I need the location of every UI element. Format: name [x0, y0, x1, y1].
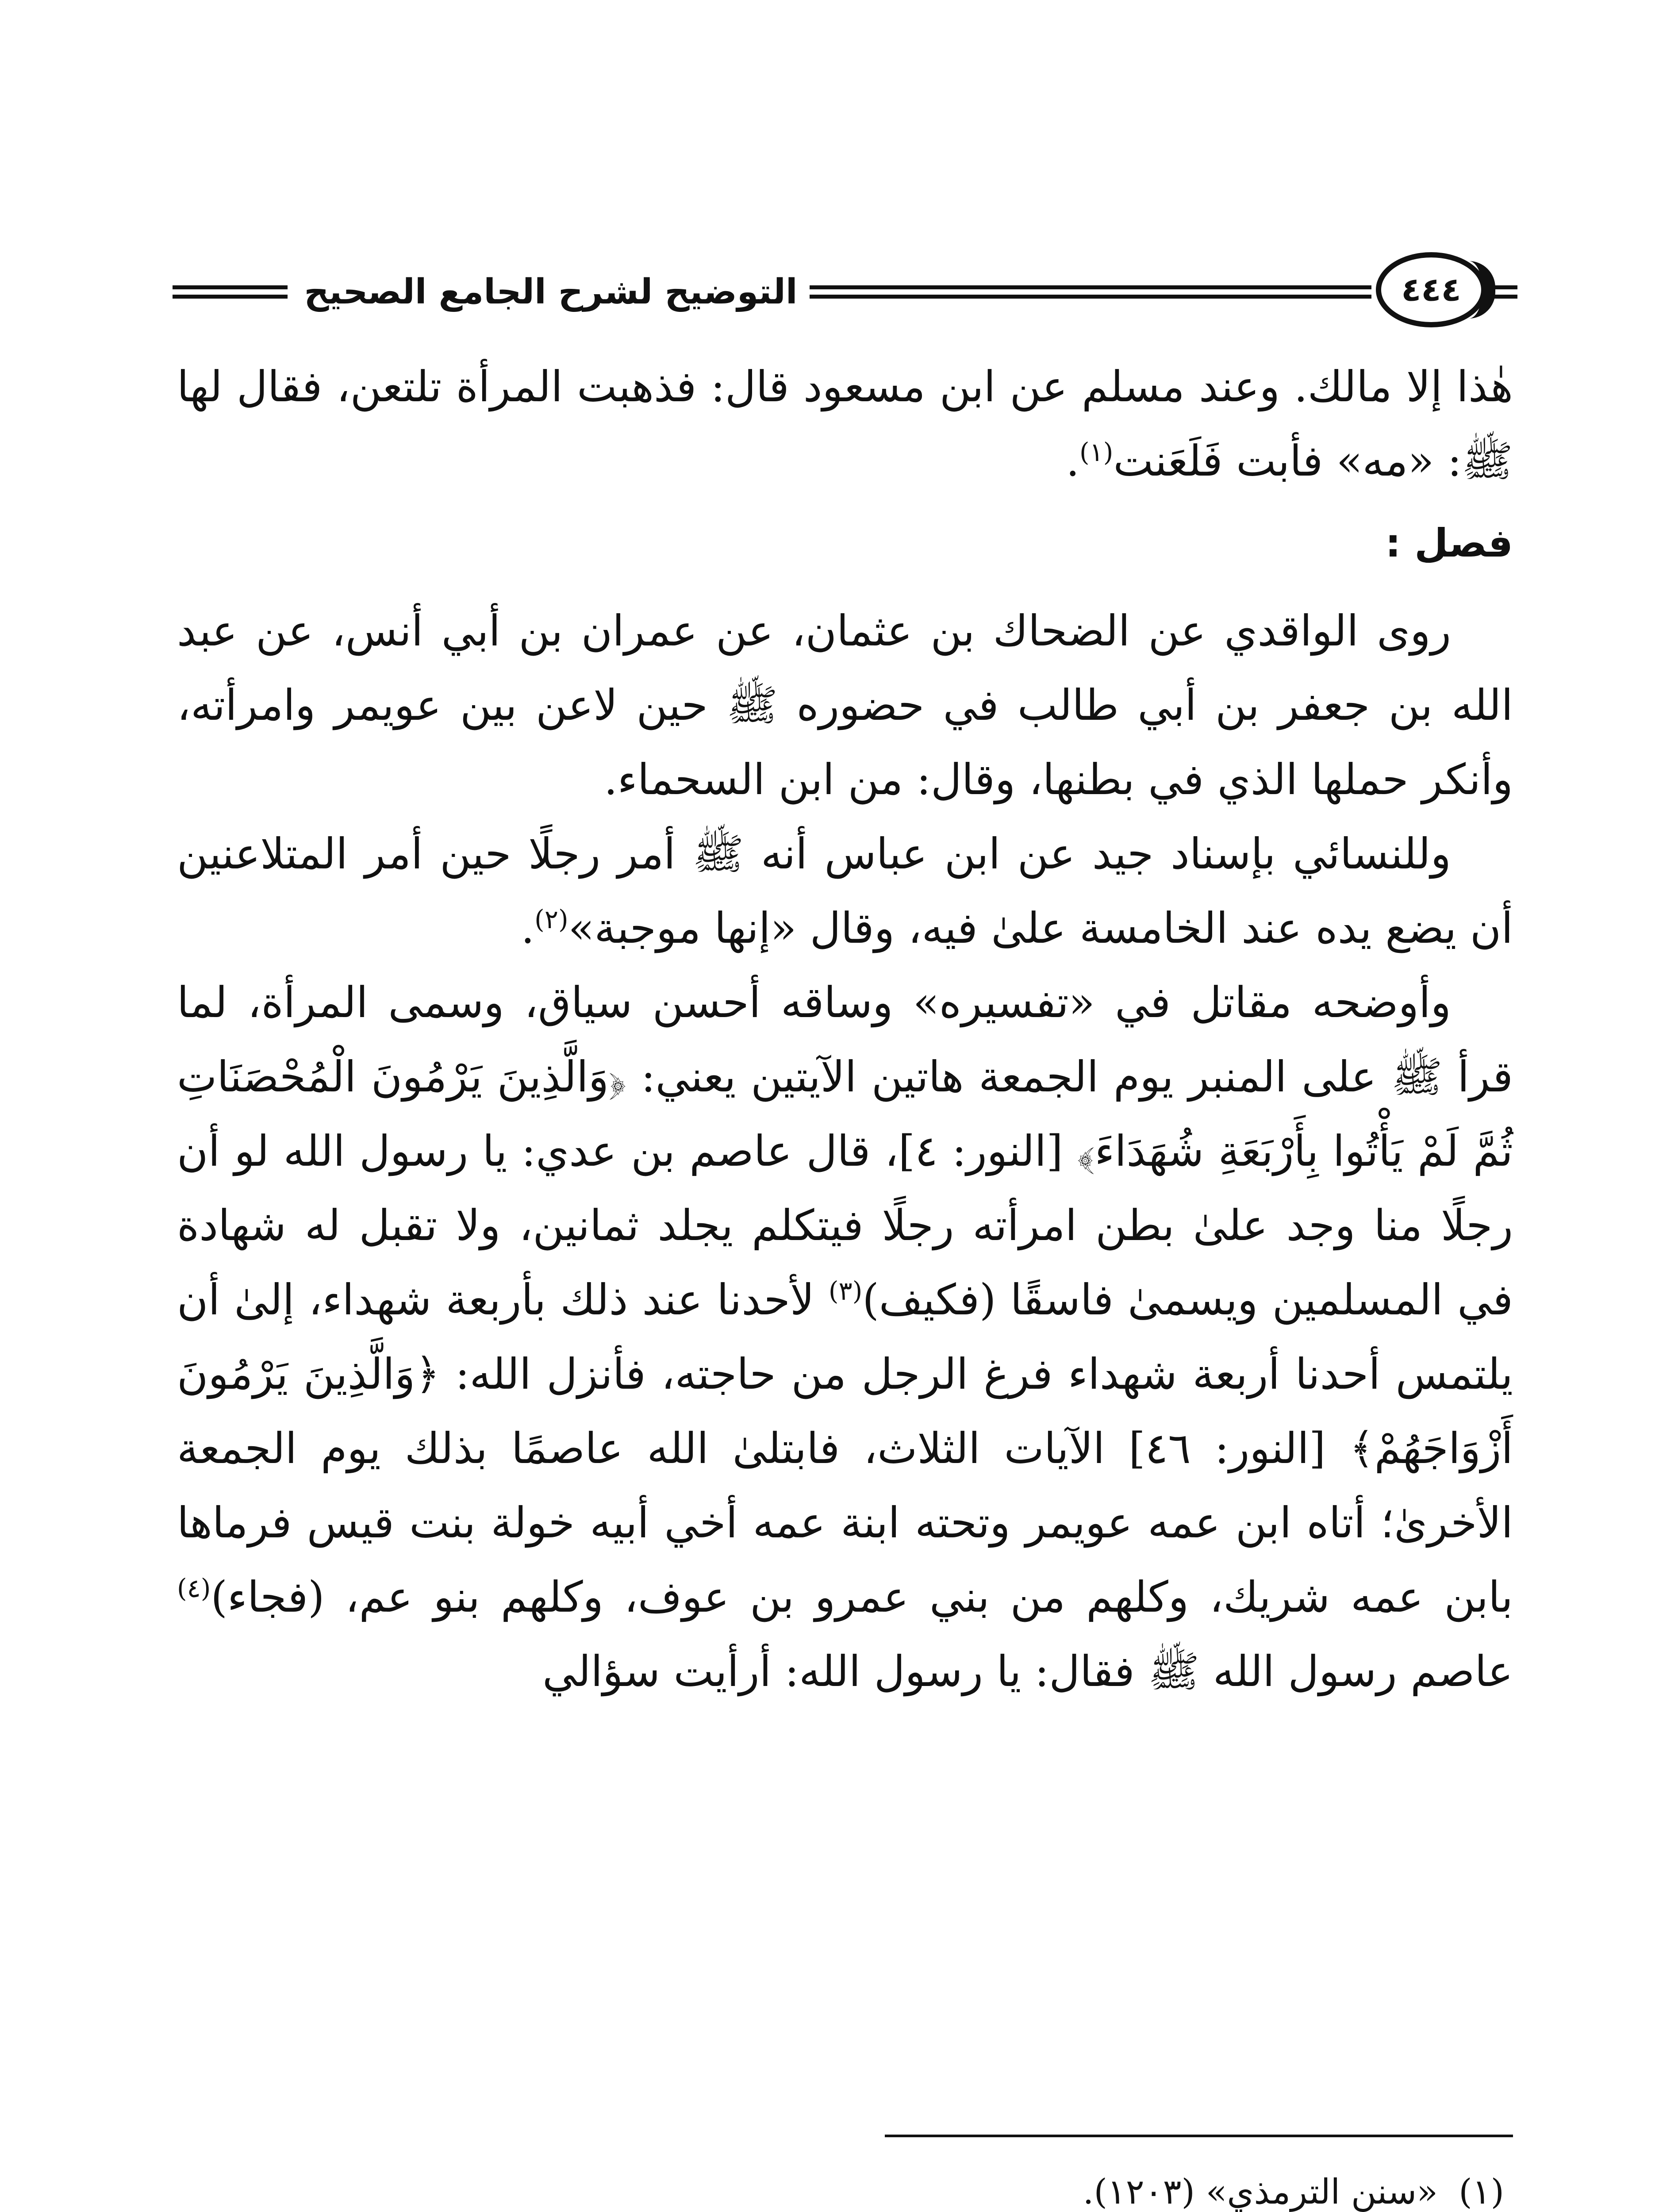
paragraph-1	[177, 349, 1513, 498]
footnote-ref-3: (٣)	[828, 1276, 863, 1306]
paragraph-3-text: وللنسائي بإسناد جيد عن ابن عباس أنه ﷺ أمر رجلًا حين أمر المتلاعنين أن يضع يده عند الخامسة علىٰ فيه، وقال «إنها موجبة»	[177, 829, 1513, 953]
page-number-ornament	[1376, 252, 1495, 327]
footnote-1-number: (١)	[1459, 2172, 1504, 2212]
header-rule-left	[173, 285, 288, 299]
footnotes	[619, 2159, 1504, 2212]
footnote-ref-4: (٤)	[177, 1573, 211, 1603]
footnote-separator	[885, 2135, 1513, 2137]
paragraph-4-text-a: وأوضحه مقاتل في «تفسيره» وساقه أحسن سياق، وسمى المرأة، لما قرأ ﷺ على المنبر يوم الجمعة هاتين الآيتين يعني: ﴿وَالَّذِينَ يَرْمُونَ الْمُحْصَنَاتِ ثُمَّ لَمْ يَأْتُوا بِأَرْبَعَةِ شُهَدَاءَ﴾ [النور: ٤]، قال عاصم بن عدي: يا رسول الله لو أن رجلًا منا وجد علىٰ بطن امرأته رجلًا فيتكلم يجلد ثمانين، ولا تقبل له شهادة في المسلمين ويسمىٰ فاسقًا (فكيف)	[177, 978, 1513, 1325]
paragraph-4-text-c: عاصم رسول الله ﷺ فقال: يا رسول الله: أرأيت سؤالي	[542, 1647, 1513, 1696]
paragraph-2: روى الواقدي عن الضحاك بن عثمان، عن عمران بن أبي أنس، عن عبد الله بن جعفر بن أبي طالب في حضوره ﷺ حين لاعن بين عويمر وامرأته، وأنكر حملها الذي في بطنها، وقال: من ابن السحماء.	[177, 606, 1513, 804]
page-header	[173, 248, 1517, 336]
footnote-1	[619, 2159, 1504, 2212]
running-title: التوضيح لشرح الجامع الصحيح	[304, 272, 798, 312]
header-rule-middle	[810, 285, 1371, 299]
page-number: ٤٤٤	[1401, 271, 1461, 309]
footnote-ref-2: (٢)	[534, 904, 568, 934]
header-rule-right	[1491, 285, 1517, 299]
paragraph-4-text-b: لأحدنا عند ذلك بأربعة شهداء، إلىٰ أن يلتمس أحدنا أربعة شهداء فرغ الرجل من حاجته، فأنزل الله: ﴿وَالَّذِينَ يَرْمُونَ أَزْوَاجَهُمْ﴾ [النور: ٤٦] الآيات الثلاث، فابتلىٰ الله عاصمًا بذلك يوم الجمعة الأخرىٰ؛ أتاه ابن عمه عويمر وتحته ابنة عمه أخي أبيه خولة بنت قيس فرماها بابن عمه شريك، وكلهم من بني عمرو بن عوف، وكلهم بنو عم، (فجاء)	[177, 1275, 1513, 1622]
paragraph-4	[177, 965, 1513, 1709]
footnote-ref-1: (١)	[1079, 437, 1114, 467]
paragraph-3	[177, 817, 1513, 965]
paragraph-1-end: .	[1066, 436, 1079, 486]
main-text	[177, 349, 1513, 1709]
section-heading: فصل :	[1385, 520, 1513, 566]
paragraph-1-text: هٰذا إلا مالك. وعند مسلم عن ابن مسعود قال: فذهبت المرأة تلتعن، فقال لها ﷺ: «مه» فأبت فَلَعَنت	[177, 362, 1513, 486]
footnote-1-text: «سنن الترمذي» (١٢٠٣).	[1083, 2172, 1438, 2212]
paragraph-3-end: .	[521, 903, 535, 953]
